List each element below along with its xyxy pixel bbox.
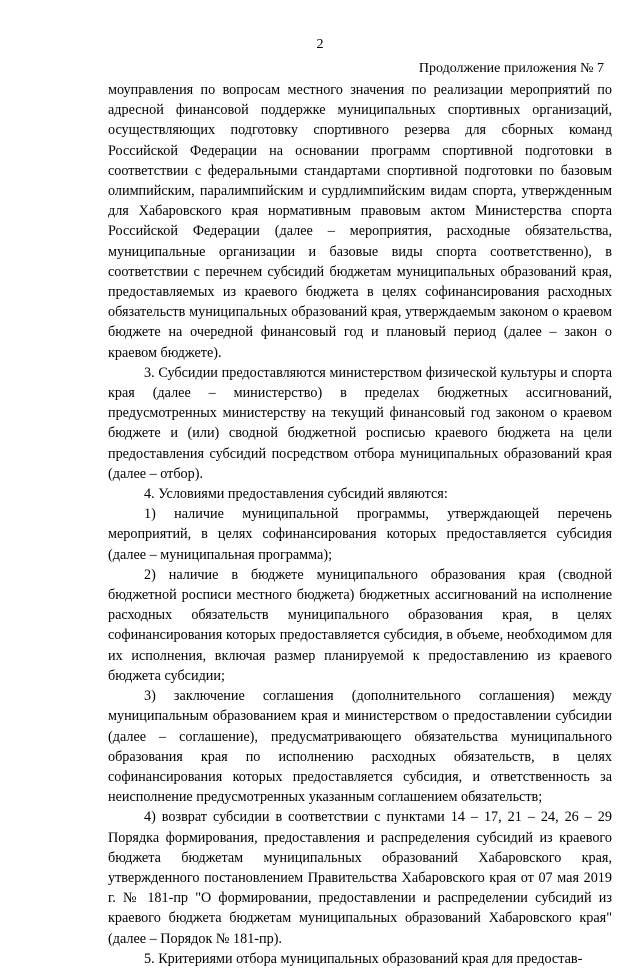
paragraph-1: моуправления по вопросам местного значения по реализации мероприятий по адресной финансовой поддержке муниципальных спортивных организаций, осуществляющих подготовку спортивного резерва для сборных команд Российской Федерации на основании программ спортивной подготовки в соответствии с федеральными стандартами спортивной подготовки по базовым олимпийским, паралимпийским и сурдлимпийским видам спорта, утвержденным для Хабаровского края нормативным правовым актом Министерства спорта Российской Федерации (далее – мероприятия, расходные обязательства, муниципальные организации и базовые виды спорта соответственно), в соответствии с перечнем субсидий бюджетам муниципальных образований края, предоставляемых из краевого бюджета в целях софинансирования расходных обязательств муниципальных образований края, утверждаемым законом о краевом бюджете на очередной финансовый год и плановый период (далее – закон о краевом бюджете).: [108, 82, 612, 361]
condition-2: 2) наличие в бюджете муниципального образования края (сводной бюджетной росписи местного бюджета) бюджетных ассигнований на исполнение расходных обязательств муниципального образования края, в целях софинансирования которых предоставляется субсидия, в объеме, необходимом для их исполнения, включая размер планируемой к предоставлению из краевого бюджета субсидии;: [108, 566, 612, 684]
condition-1: 1) наличие муниципальной программы, утверждающей перечень мероприятий, в целях софинансирования которых предоставляется субсидия (далее – муниципальная программа);: [108, 506, 612, 563]
document-body: [108, 80, 612, 969]
condition-4: 4) возврат субсидии в соответствии с пунктами 14 – 17, 21 – 24, 26 – 29 Порядка формирования, предоставления и распределения субсидий из краевого бюджета бюджетам муниципальных образований Хабаровского края, утвержденного постановлением Правительства Хабаровского края от 07 мая 2019 г. № 181-пр "О формировании, предоставлении и распределении субсидий из краевого бюджета бюджетам муниципальных образований Хабаровского края" (далее – Порядок № 181-пр).: [108, 809, 612, 947]
condition-3: 3) заключение соглашения (дополнительного соглашения) между муниципальным образованием края и министерством о предоставлении субсидии (далее – соглашение), предусматривающего обязательства муниципального образования края по исполнению расходных обязательств, в целях софинансирования которых предоставляется субсидия, и ответственность за неисполнение предусмотренных указанным соглашением обязательств;: [108, 688, 612, 806]
page-number: 2: [316, 37, 324, 52]
paragraph-3-subsidies: 3. Субсидии предоставляются министерством физической культуры и спорта края (далее – министерство) в пределах бюджетных ассигнований, предусмотренных министерству на текущий финансовый год законом о краевом бюджете и (или) сводной бюджетной росписью краевого бюджета на цели предоставления субсидий посредством отбора муниципальных образований края (далее – отбор).: [108, 364, 612, 482]
paragraph-5-criteria: 5. Критериями отбора муниципальных образований края для предостав-: [144, 950, 583, 967]
paragraph-4-conditions: 4. Условиями предоставления субсидий являются:: [144, 486, 448, 503]
appendix-continuation-label: Продолжение приложения № 7: [418, 61, 604, 76]
